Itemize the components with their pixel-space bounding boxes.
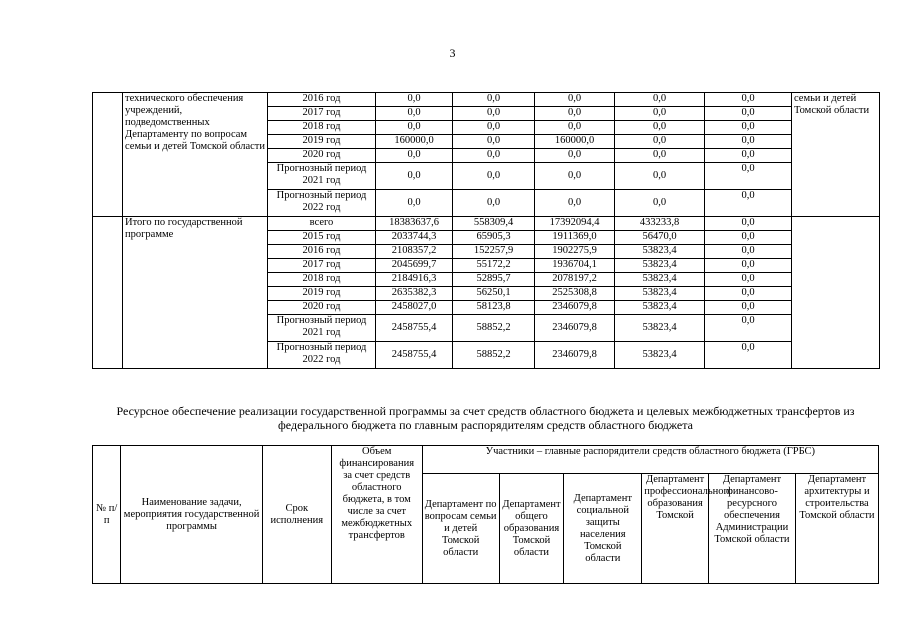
value-regional-cell: 0,0 [535, 93, 615, 107]
value-federal-cell: 58123,8 [453, 301, 535, 315]
value-local-cell: 53823,4 [615, 315, 705, 342]
period-cell: всего [268, 217, 376, 231]
value-total-cell: 0,0 [376, 107, 453, 121]
value-extra-cell: 0,0 [705, 287, 792, 301]
value-regional-cell: 2078197,2 [535, 273, 615, 287]
value-federal-cell: 0,0 [453, 121, 535, 135]
value-federal-cell: 0,0 [453, 93, 535, 107]
value-extra-cell: 0,0 [705, 273, 792, 287]
period-cell: 2017 год [268, 259, 376, 273]
value-total-cell: 2458755,4 [376, 342, 453, 369]
value-federal-cell: 152257,9 [453, 245, 535, 259]
value-regional-cell: 160000,0 [535, 135, 615, 149]
value-regional-cell: 2346079,8 [535, 315, 615, 342]
value-total-cell: 2108357,2 [376, 245, 453, 259]
period-cell: Прогнозный период 2022 год [268, 190, 376, 217]
period-cell: 2019 год [268, 287, 376, 301]
value-extra-cell: 0,0 [705, 93, 792, 107]
value-extra-cell: 0,0 [705, 163, 792, 190]
funding-table [92, 92, 880, 369]
value-regional-cell: 0,0 [535, 190, 615, 217]
period-cell: 2020 год [268, 149, 376, 163]
value-extra-cell: 0,0 [705, 217, 792, 231]
value-regional-cell: 2525308,8 [535, 287, 615, 301]
page-number: 3 [449, 46, 456, 60]
value-total-cell: 0,0 [376, 163, 453, 190]
value-extra-cell: 0,0 [705, 121, 792, 135]
value-regional-cell: 0,0 [535, 149, 615, 163]
value-local-cell: 53823,4 [615, 273, 705, 287]
value-local-cell: 0,0 [615, 190, 705, 217]
table-row [93, 93, 880, 107]
value-local-cell: 53823,4 [615, 287, 705, 301]
value-total-cell: 0,0 [376, 149, 453, 163]
value-regional-cell: 2346079,8 [535, 342, 615, 369]
period-cell: Прогнозный период 2021 год [268, 163, 376, 190]
table-row [93, 217, 880, 231]
value-extra-cell: 0,0 [705, 149, 792, 163]
funding-table-body [93, 93, 880, 369]
value-total-cell: 2458027,0 [376, 301, 453, 315]
value-local-cell: 0,0 [615, 149, 705, 163]
value-regional-cell: 1936704,1 [535, 259, 615, 273]
grbs-table [92, 445, 879, 584]
value-total-cell: 160000,0 [376, 135, 453, 149]
value-local-cell: 0,0 [615, 93, 705, 107]
value-federal-cell: 65905,3 [453, 231, 535, 245]
value-federal-cell: 0,0 [453, 163, 535, 190]
value-local-cell: 0,0 [615, 135, 705, 149]
value-local-cell: 0,0 [615, 163, 705, 190]
col-number-header: № п/п [93, 446, 121, 584]
grbs-cell: семьи и детей Томской области [792, 93, 880, 217]
period-cell: 2015 год [268, 231, 376, 245]
value-extra-cell: 0,0 [705, 259, 792, 273]
value-extra-cell: 0,0 [705, 190, 792, 217]
value-federal-cell: 52895,7 [453, 273, 535, 287]
dept-finance-header: Департамент финансово-ресурсного обеспечения Администрации Томской области [708, 474, 795, 584]
col-volume-header: Объем финансирования за счет средств областного бюджета, в том числе за счет межбюджетных трансфертов [331, 446, 422, 584]
value-total-cell: 0,0 [376, 121, 453, 135]
row-number-cell [93, 217, 123, 369]
dept-architecture-header: Департамент архитектуры и строительства Томской области [795, 474, 878, 584]
value-local-cell: 0,0 [615, 121, 705, 135]
value-federal-cell: 0,0 [453, 190, 535, 217]
value-total-cell: 2184916,3 [376, 273, 453, 287]
value-extra-cell: 0,0 [705, 245, 792, 259]
col-task-header: Наименование задачи, мероприятия государственной программы [121, 446, 263, 584]
value-total-cell: 2045699,7 [376, 259, 453, 273]
value-regional-cell: 0,0 [535, 107, 615, 121]
section-heading: Ресурсное обеспечение реализации государственной программы за счет средств областного бюджета и целевых межбюджетных трансфертов из федерального бюджета по главным распорядителям средств областного бюджета [116, 404, 855, 432]
value-regional-cell: 2346079,8 [535, 301, 615, 315]
period-cell: 2016 год [268, 93, 376, 107]
dept-family-header: Департамент по вопросам семьи и детей Томской области [422, 474, 499, 584]
value-regional-cell: 1902275,9 [535, 245, 615, 259]
task-name-cell: технического обеспечения учреждений, подведомственных Департаменту по вопросам семьи и детей Томской области [123, 93, 268, 217]
value-extra-cell: 0,0 [705, 107, 792, 121]
period-cell: Прогнозный период 2022 год [268, 342, 376, 369]
value-local-cell: 433233,8 [615, 217, 705, 231]
value-federal-cell: 0,0 [453, 149, 535, 163]
value-total-cell: 2033744,3 [376, 231, 453, 245]
value-federal-cell: 58852,2 [453, 342, 535, 369]
value-local-cell: 56470,0 [615, 231, 705, 245]
period-cell: 2019 год [268, 135, 376, 149]
value-local-cell: 0,0 [615, 107, 705, 121]
value-regional-cell: 17392094,4 [535, 217, 615, 231]
participants-header: Участники – главные распорядители средств областного бюджета (ГРБС) [422, 446, 878, 474]
value-extra-cell: 0,0 [705, 301, 792, 315]
period-cell: 2017 год [268, 107, 376, 121]
value-total-cell: 0,0 [376, 93, 453, 107]
dept-professional-education-header: Департамент профессионального образования Томской [642, 474, 709, 584]
period-cell: 2020 год [268, 301, 376, 315]
period-cell: 2018 год [268, 273, 376, 287]
value-federal-cell: 0,0 [453, 107, 535, 121]
value-total-cell: 2458755,4 [376, 315, 453, 342]
value-federal-cell: 58852,2 [453, 315, 535, 342]
dept-general-education-header: Департамент общего образования Томской области [499, 474, 564, 584]
grbs-cell [792, 217, 880, 369]
value-extra-cell: 0,0 [705, 231, 792, 245]
value-local-cell: 53823,4 [615, 259, 705, 273]
value-total-cell: 2635382,3 [376, 287, 453, 301]
value-local-cell: 53823,4 [615, 342, 705, 369]
value-federal-cell: 558309,4 [453, 217, 535, 231]
period-cell: 2016 год [268, 245, 376, 259]
value-regional-cell: 0,0 [535, 163, 615, 190]
col-term-header: Срок исполнения [262, 446, 331, 584]
value-local-cell: 53823,4 [615, 301, 705, 315]
value-total-cell: 18383637,6 [376, 217, 453, 231]
value-federal-cell: 55172,2 [453, 259, 535, 273]
period-cell: Прогнозный период 2021 год [268, 315, 376, 342]
value-extra-cell: 0,0 [705, 315, 792, 342]
value-extra-cell: 0,0 [705, 342, 792, 369]
value-total-cell: 0,0 [376, 190, 453, 217]
dept-social-protection-header: Департамент социальной защиты населения Томской области [564, 474, 642, 584]
value-federal-cell: 56250,1 [453, 287, 535, 301]
value-regional-cell: 0,0 [535, 121, 615, 135]
value-regional-cell: 1911369,0 [535, 231, 615, 245]
value-local-cell: 53823,4 [615, 245, 705, 259]
period-cell: 2018 год [268, 121, 376, 135]
value-federal-cell: 0,0 [453, 135, 535, 149]
value-extra-cell: 0,0 [705, 135, 792, 149]
row-number-cell [93, 93, 123, 217]
task-name-cell: Итого по государственной программе [123, 217, 268, 369]
